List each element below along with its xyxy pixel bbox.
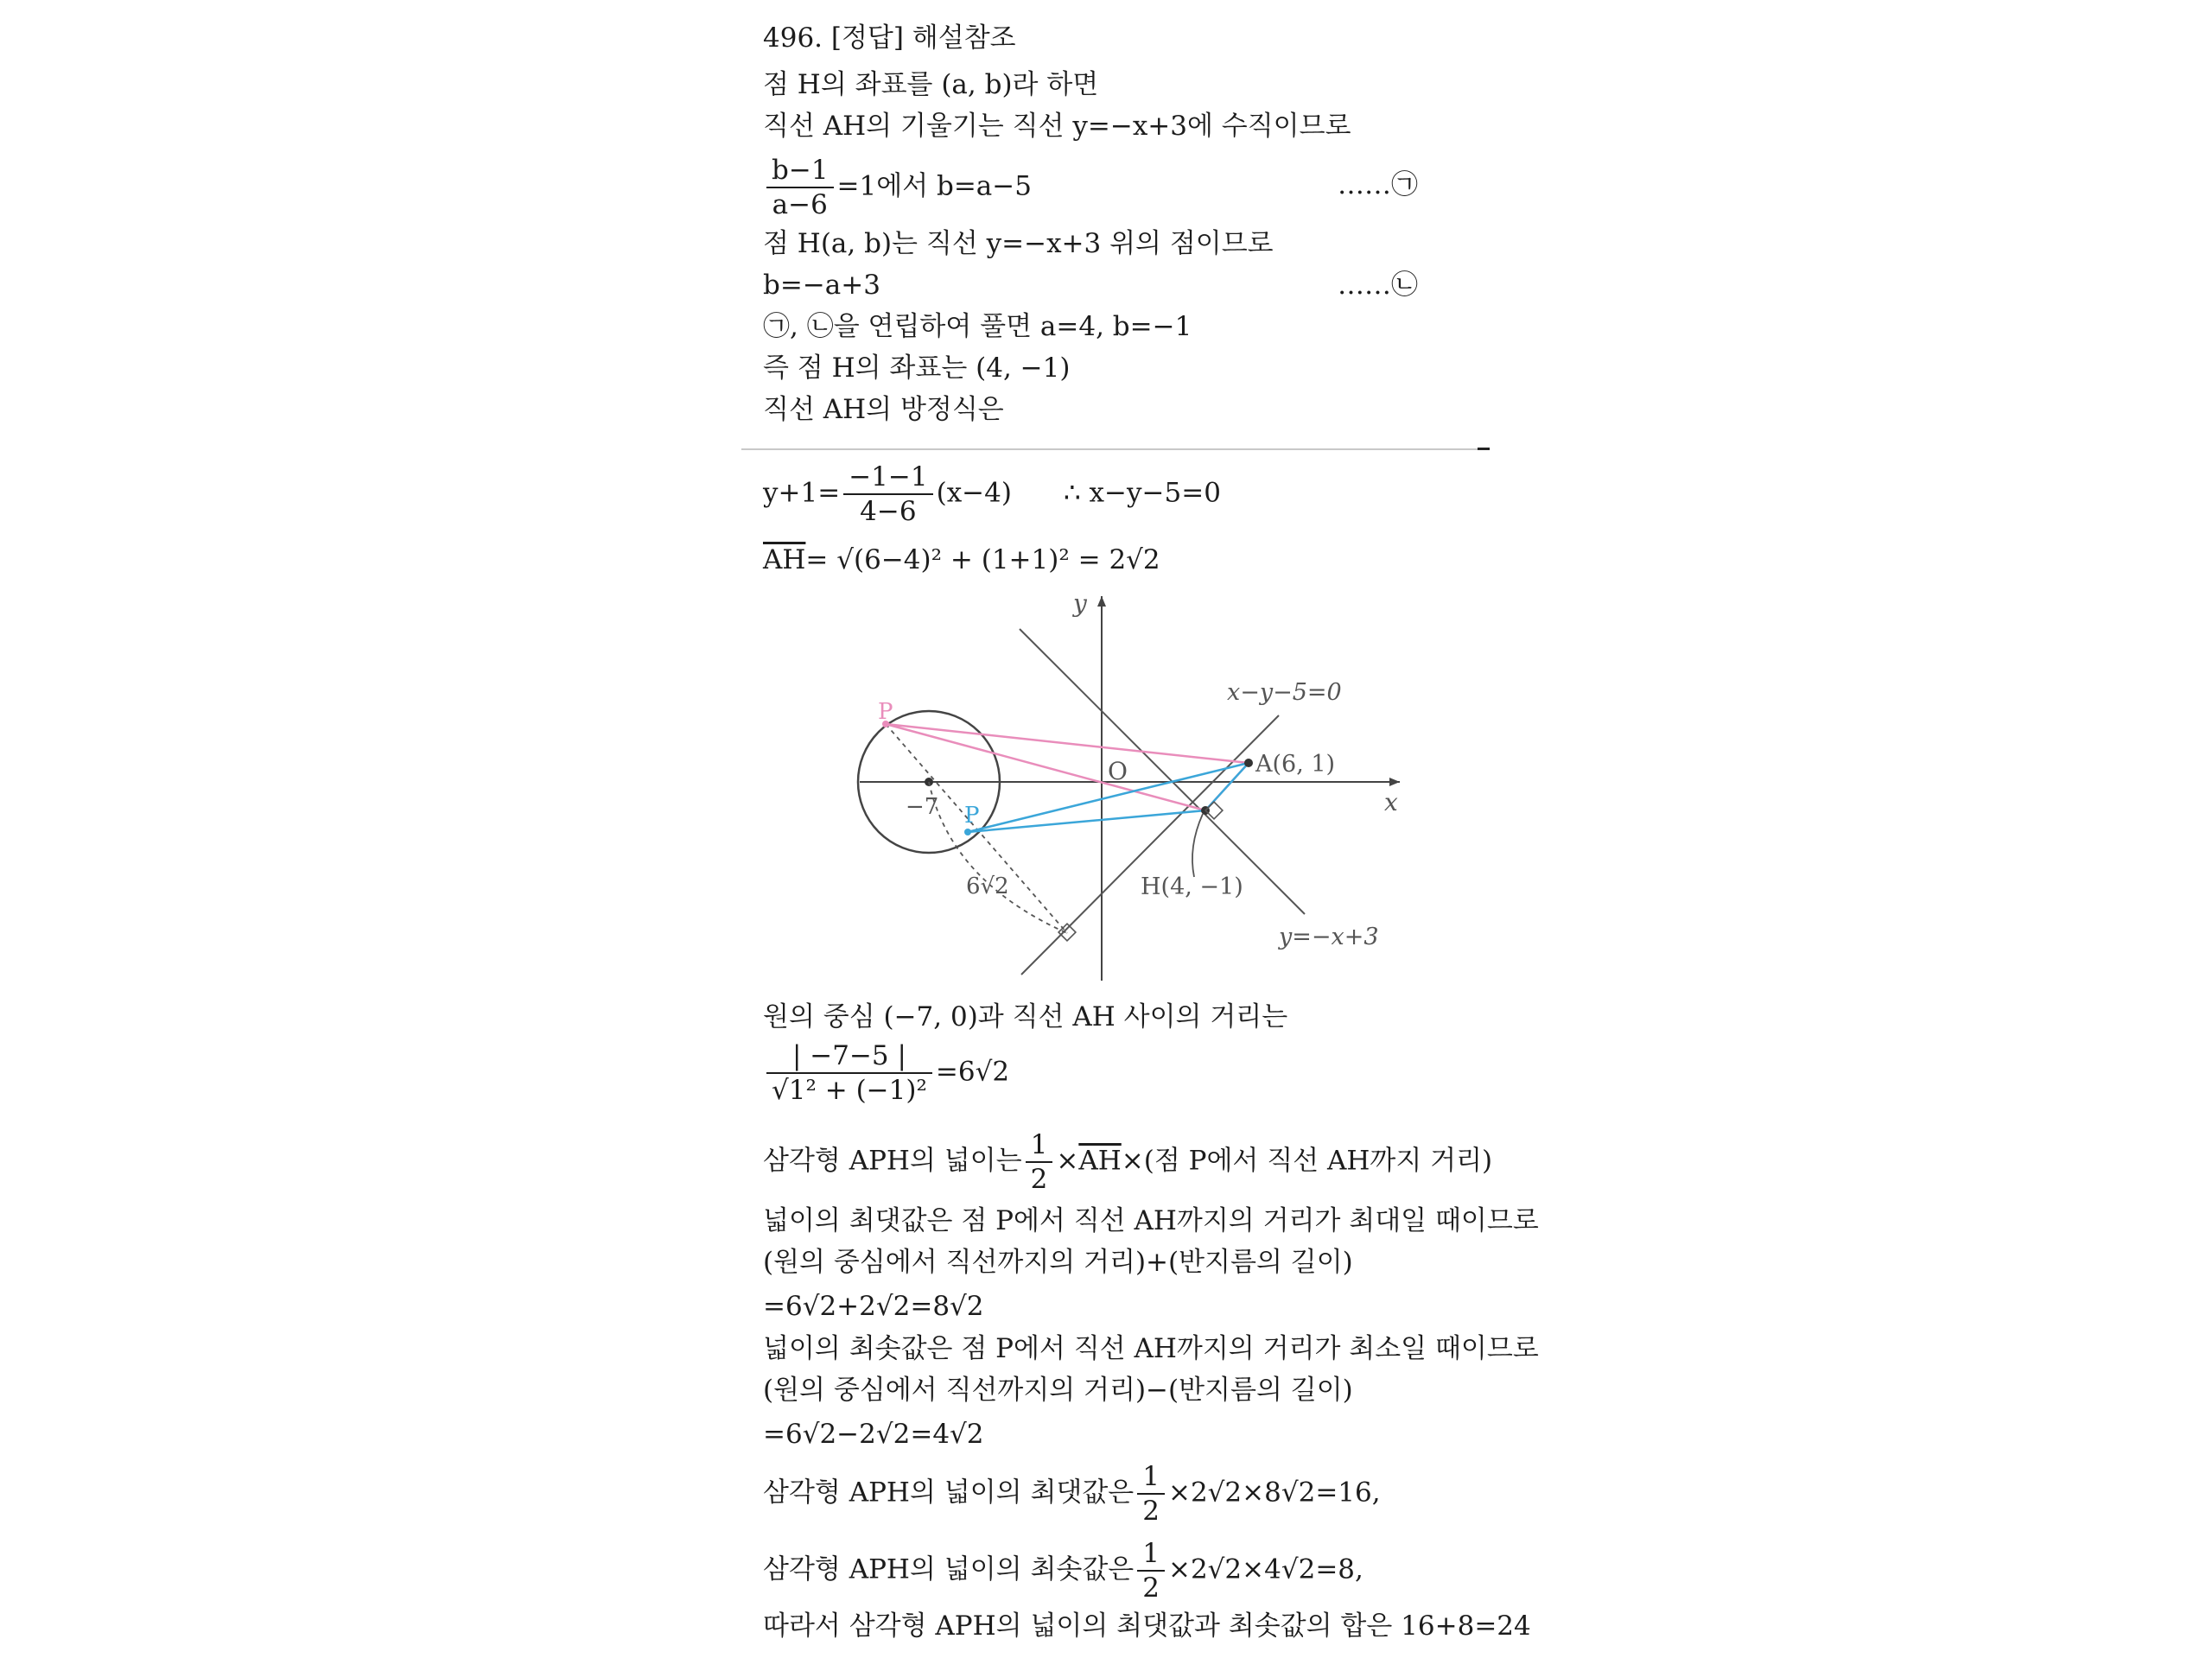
fraction [1137, 1539, 1165, 1603]
section-divider [741, 448, 1486, 450]
denominator: 2 [1030, 1164, 1048, 1196]
equation-line [763, 1539, 1363, 1603]
denominator: 4−6 [860, 496, 917, 528]
text-line: 직선 AH의 방정식은 [763, 394, 1004, 425]
text-line: (원의 중심에서 직선까지의 거리)−(반지름의 길이) [763, 1375, 1353, 1406]
problem-heading: 496. [정답] 해설참조 [763, 22, 1016, 54]
right-angle-mark [1058, 924, 1076, 941]
equation-part: ×2√2×4√2=8, [1167, 1553, 1363, 1585]
equation-rest: =1에서 b=a−5 [836, 170, 1032, 202]
text-line: ㉠, ㉡을 연립하여 풀면 a=4, b=−1 [763, 311, 1192, 342]
equation-rest: =6√2 [935, 1056, 1010, 1088]
point-p-near [964, 829, 971, 835]
equation-marker: ……㉠ [1338, 169, 1418, 200]
fraction [766, 1041, 932, 1105]
point-h-label: H(4, −1) [1141, 873, 1243, 900]
equation-line: =6√2+2√2=8√2 [763, 1291, 984, 1322]
equation-line: =6√2−2√2=4√2 [763, 1419, 984, 1450]
equation-part: ∴ x−y−5=0 [1063, 477, 1221, 509]
fraction [766, 156, 834, 219]
y-axis-arrow [1097, 596, 1106, 607]
equation-marker: ……㉡ [1338, 270, 1418, 301]
equation-line [763, 1462, 1381, 1526]
equation-part: 삼각형 APH의 넓이의 최솟값은 [763, 1553, 1135, 1585]
dashed-radius [886, 724, 1067, 933]
equation-line [763, 462, 1221, 526]
numerator: | −7−5 | [766, 1041, 932, 1074]
line-given-label: y=−x+3 [1279, 924, 1379, 950]
text-line: 직선 AH의 기울기는 직선 y=−x+3에 수직이므로 [763, 111, 1351, 142]
fraction [843, 462, 932, 526]
equation-line [763, 1130, 1492, 1194]
divider-end-mark [1478, 448, 1490, 450]
text-line: 원의 중심 (−7, 0)과 직선 AH 사이의 거리는 [763, 1001, 1288, 1032]
equation-part: (x−4) [936, 477, 1012, 509]
numerator: −1−1 [843, 462, 932, 495]
line-ah [1021, 715, 1279, 975]
equation-part: ×(점 P에서 직선 AH까지 거리) [1121, 1145, 1493, 1177]
coordinate-diagram [847, 588, 1417, 994]
numerator: 1 [1137, 1539, 1165, 1572]
x-axis-arrow [1389, 778, 1400, 786]
denominator: a−6 [772, 189, 828, 221]
equation-part: = √(6−4)² + (1+1)² = 2√2 [805, 544, 1160, 575]
point-p-near-label: P [964, 803, 980, 829]
fraction [1026, 1130, 1053, 1194]
text-line: (원의 중심에서 직선까지의 거리)+(반지름의 길이) [763, 1247, 1353, 1278]
text-line: 즉 점 H의 좌표는 (4, −1) [763, 353, 1071, 384]
denominator: 2 [1142, 1496, 1160, 1528]
line-ah-label: x−y−5=0 [1227, 679, 1342, 706]
triangle-far [886, 724, 1249, 810]
equation-part: × [1056, 1145, 1079, 1177]
text-line: 넓이의 최솟값은 점 P에서 직선 AH까지의 거리가 최소일 때이므로 [763, 1333, 1539, 1364]
equation-line [763, 543, 1160, 577]
y-axis-label: y [1073, 589, 1087, 618]
text-line: 점 H의 좌표를 (a, b)라 하면 [763, 69, 1099, 100]
equation-part: 삼각형 APH의 넓이는 [763, 1145, 1022, 1177]
distance-label: 6√2 [966, 873, 1009, 899]
point-p-far-label: P [878, 699, 893, 725]
equation-part: 삼각형 APH의 넓이의 최댓값은 [763, 1477, 1135, 1509]
equation-part: y+1= [763, 477, 841, 509]
x-axis-label: x [1384, 788, 1398, 816]
dashed-arc [929, 782, 1067, 933]
numerator: 1 [1026, 1130, 1053, 1163]
conclusion-line: 따라서 삼각형 APH의 넓이의 최댓값과 최솟값의 합은 16+8=24 [763, 1610, 1531, 1642]
h-pointer [1192, 814, 1203, 877]
equation-part: ×2√2×8√2=16, [1167, 1477, 1381, 1509]
origin-label: O [1108, 757, 1128, 785]
segment-ah: $\overline{AH}$ [1078, 1145, 1122, 1177]
segment-ah: $\overline{AH}$ [763, 544, 806, 575]
denominator: 2 [1142, 1572, 1160, 1604]
numerator: 1 [1137, 1462, 1165, 1495]
text-line: 넓이의 최댓값은 점 P에서 직선 AH까지의 거리가 최대일 때이므로 [763, 1205, 1539, 1236]
point-a-label: A(6, 1) [1255, 751, 1336, 778]
denominator: √1² + (−1)² [772, 1075, 927, 1107]
text-line: 점 H(a, b)는 직선 y=−x+3 위의 점이므로 [763, 228, 1274, 259]
equation-line: b=−a+3 [763, 270, 880, 301]
equation-line [763, 1041, 1009, 1105]
equation-line [763, 156, 1032, 219]
center-label: −7 [906, 794, 939, 820]
fraction [1137, 1462, 1165, 1526]
point-a [1244, 759, 1253, 767]
numerator: b−1 [766, 156, 834, 188]
